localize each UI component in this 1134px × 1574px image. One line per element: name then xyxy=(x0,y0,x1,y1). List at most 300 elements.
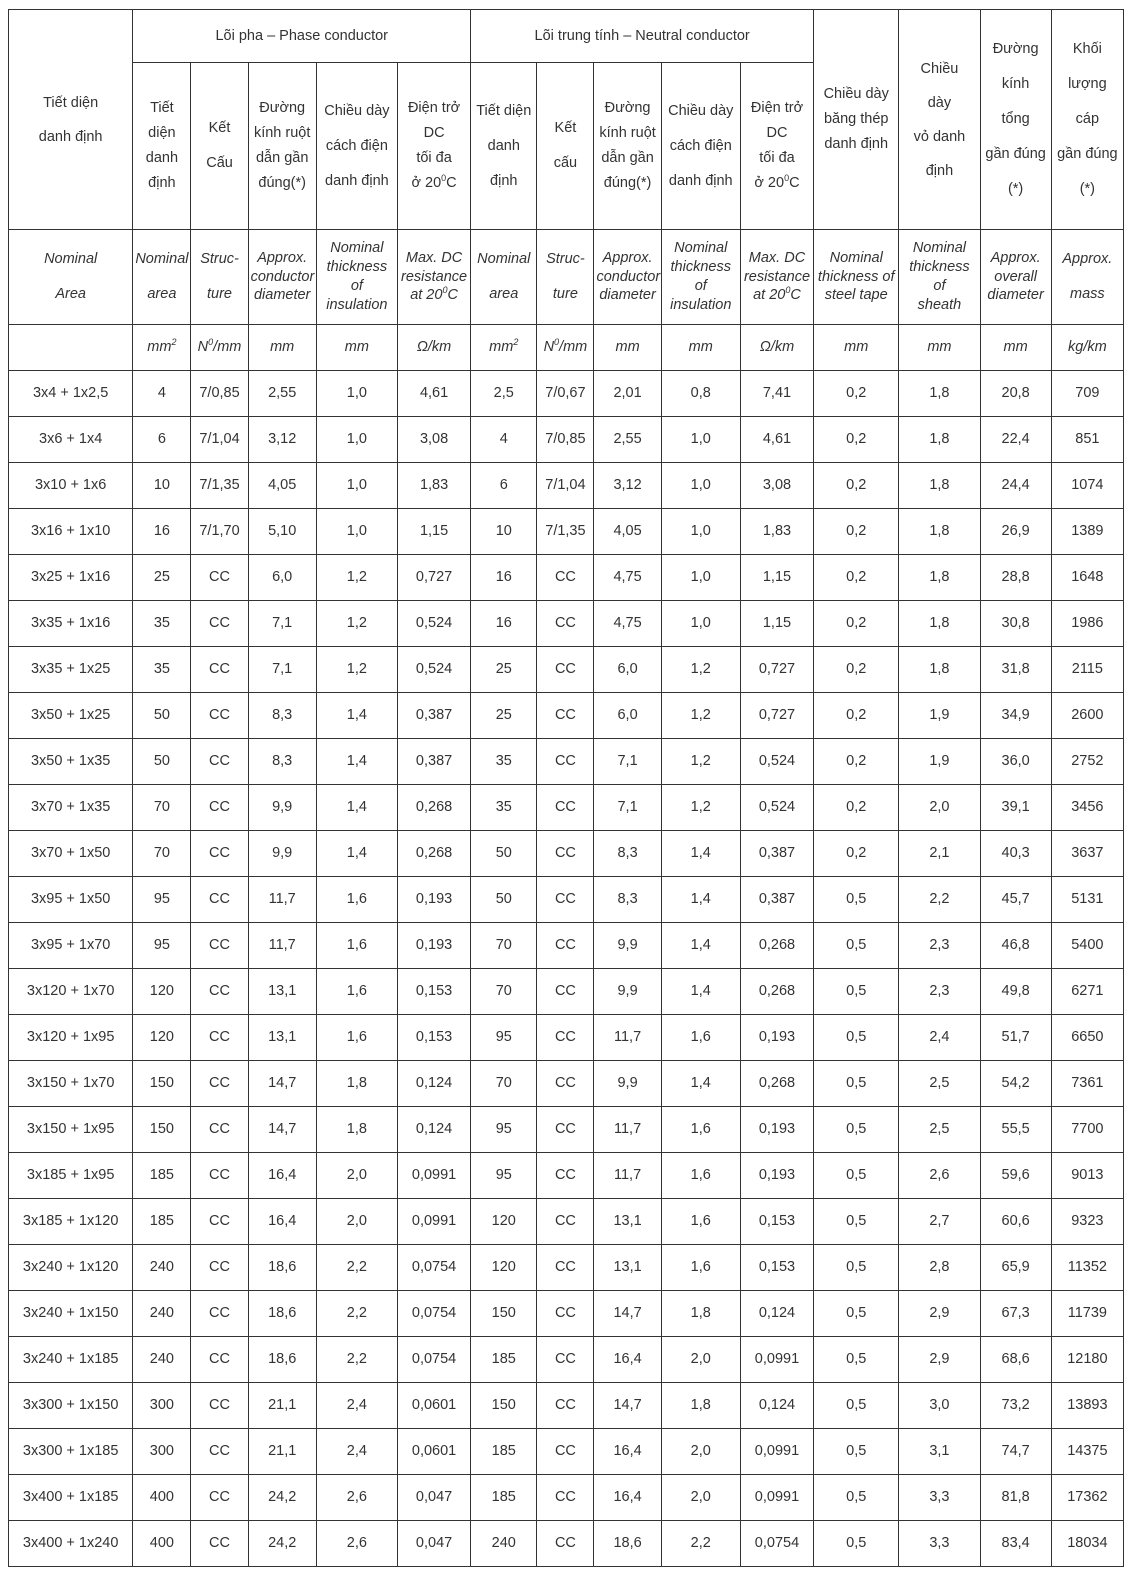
table-cell: 0,5 xyxy=(814,1199,899,1245)
table-cell: 11739 xyxy=(1051,1291,1123,1337)
table-row xyxy=(9,1107,1124,1153)
table-cell: 1,4 xyxy=(316,693,397,739)
table-cell: 185 xyxy=(133,1153,191,1199)
table-cell: 0,5 xyxy=(814,923,899,969)
table-cell: 7,1 xyxy=(594,739,661,785)
table-cell: 2115 xyxy=(1051,647,1123,693)
table-cell: 1,0 xyxy=(316,509,397,555)
table-cell: 1,6 xyxy=(661,1199,740,1245)
table-row xyxy=(9,601,1124,647)
english-header: Approx. conductor diameter xyxy=(594,230,661,325)
table-cell: 150 xyxy=(471,1383,537,1429)
table-cell: 11352 xyxy=(1051,1245,1123,1291)
table-cell: 0,047 xyxy=(397,1521,470,1567)
table-cell: 0,524 xyxy=(740,739,813,785)
cable-size-cell: 3x120 + 1x70 xyxy=(9,969,133,1015)
english-header: Max. DC resistance at $20^0C$ xyxy=(397,230,470,325)
cable-size-cell: 3x35 + 1x25 xyxy=(9,647,133,693)
table-cell: 240 xyxy=(471,1521,537,1567)
table-cell: 70 xyxy=(471,969,537,1015)
english-header: Nominal thickness of insulation xyxy=(661,230,740,325)
unit-cell: Ω/km xyxy=(740,325,813,371)
table-cell: 1,6 xyxy=(316,969,397,1015)
table-cell: 1,8 xyxy=(899,555,980,601)
table-cell: 2,2 xyxy=(316,1291,397,1337)
superscript-zero: 0 xyxy=(441,173,447,184)
table-cell: 31,8 xyxy=(980,647,1051,693)
table-cell: 0,2 xyxy=(814,831,899,877)
table-cell: 4,05 xyxy=(594,509,661,555)
table-row xyxy=(9,509,1124,555)
table-cell: CC xyxy=(191,1015,248,1061)
table-cell: 0,153 xyxy=(397,969,470,1015)
table-cell: 2,5 xyxy=(899,1107,980,1153)
table-cell: 6,0 xyxy=(594,647,661,693)
table-cell: 0,2 xyxy=(814,371,899,417)
table-cell: 39,1 xyxy=(980,785,1051,831)
table-cell: CC xyxy=(191,555,248,601)
table-cell: 68,6 xyxy=(980,1337,1051,1383)
table-cell: 7,1 xyxy=(594,785,661,831)
english-header: Max. DC resistance at $20^0C$ xyxy=(740,230,813,325)
table-cell: 3,12 xyxy=(248,417,316,463)
table-cell: 2,0 xyxy=(899,785,980,831)
table-cell: 185 xyxy=(471,1429,537,1475)
table-cell: 1,6 xyxy=(316,877,397,923)
table-cell: 16,4 xyxy=(594,1337,661,1383)
table-cell: 3,1 xyxy=(899,1429,980,1475)
table-cell: 1,2 xyxy=(661,785,740,831)
table-cell: 0,5 xyxy=(814,1107,899,1153)
steel-tape-vi-header: Chiều dày băng thép danh định xyxy=(814,10,899,230)
table-cell: 26,9 xyxy=(980,509,1051,555)
table-cell: 7/1,35 xyxy=(191,463,248,509)
table-cell: 0,387 xyxy=(397,693,470,739)
table-row xyxy=(9,1199,1124,1245)
table-cell: 2752 xyxy=(1051,739,1123,785)
table-cell: 0,5 xyxy=(814,1429,899,1475)
unit-cell: mm xyxy=(899,325,980,371)
cable-size-cell: 3x16 + 1x10 xyxy=(9,509,133,555)
table-cell: CC xyxy=(537,1429,594,1475)
table-cell: 11,7 xyxy=(594,1153,661,1199)
cable-size-cell: 3x6 + 1x4 xyxy=(9,417,133,463)
table-cell: 1,0 xyxy=(316,371,397,417)
table-cell: 3,08 xyxy=(740,463,813,509)
table-cell: 14,7 xyxy=(594,1291,661,1337)
table-cell: 0,2 xyxy=(814,417,899,463)
unit-cell: mm xyxy=(814,325,899,371)
table-cell: 25 xyxy=(471,647,537,693)
table-cell: 25 xyxy=(471,693,537,739)
table-cell: 9323 xyxy=(1051,1199,1123,1245)
table-cell: 0,268 xyxy=(740,969,813,1015)
table-cell: 35 xyxy=(471,739,537,785)
table-cell: CC xyxy=(537,785,594,831)
table-cell: 18,6 xyxy=(248,1337,316,1383)
table-cell: 14,7 xyxy=(594,1383,661,1429)
unit-cell: mm xyxy=(248,325,316,371)
table-cell: 1,8 xyxy=(661,1291,740,1337)
table-cell: CC xyxy=(537,1291,594,1337)
cable-size-cell: 3x185 + 1x120 xyxy=(9,1199,133,1245)
table-row xyxy=(9,1429,1124,1475)
phase-subheader-vi: Điện trở DC tối đa ở $20^0C$ xyxy=(397,63,470,230)
table-cell: 1,15 xyxy=(740,555,813,601)
table-cell: CC xyxy=(537,923,594,969)
table-cell: 1,8 xyxy=(316,1107,397,1153)
table-cell: CC xyxy=(537,877,594,923)
table-cell: 0,0991 xyxy=(740,1475,813,1521)
english-header: Nominal area xyxy=(471,230,537,325)
table-cell: 0,2 xyxy=(814,555,899,601)
table-cell: 28,8 xyxy=(980,555,1051,601)
table-cell: 2600 xyxy=(1051,693,1123,739)
table-cell: 21,1 xyxy=(248,1383,316,1429)
table-cell: 0,153 xyxy=(397,1015,470,1061)
table-cell: 60,6 xyxy=(980,1199,1051,1245)
table-cell: 8,3 xyxy=(248,693,316,739)
table-cell: 13,1 xyxy=(248,969,316,1015)
cable-size-cell: 3x10 + 1x6 xyxy=(9,463,133,509)
table-row xyxy=(9,1245,1124,1291)
phase-subheader-vi: Tiết diện danh định xyxy=(133,63,191,230)
table-cell: 300 xyxy=(133,1383,191,1429)
table-cell: 1986 xyxy=(1051,601,1123,647)
table-cell: 81,8 xyxy=(980,1475,1051,1521)
table-cell: CC xyxy=(537,1245,594,1291)
english-header: Approx. overall diameter xyxy=(980,230,1051,325)
table-cell: 7/0,85 xyxy=(191,371,248,417)
table-cell: 0,0754 xyxy=(397,1337,470,1383)
table-cell: 1,8 xyxy=(899,509,980,555)
english-header: Struc- ture xyxy=(537,230,594,325)
table-cell: 120 xyxy=(471,1199,537,1245)
table-cell: 2,6 xyxy=(316,1475,397,1521)
table-cell: 7/0,67 xyxy=(537,371,594,417)
table-cell: 150 xyxy=(471,1291,537,1337)
table-cell: CC xyxy=(191,1337,248,1383)
table-cell: 400 xyxy=(133,1521,191,1567)
table-cell: CC xyxy=(191,1061,248,1107)
table-cell: 70 xyxy=(471,923,537,969)
table-cell: 51,7 xyxy=(980,1015,1051,1061)
table-cell: 1,6 xyxy=(661,1107,740,1153)
table-cell: 0,727 xyxy=(740,647,813,693)
cable-size-cell: 3x300 + 1x150 xyxy=(9,1383,133,1429)
table-cell: 0,193 xyxy=(397,877,470,923)
table-cell: CC xyxy=(191,785,248,831)
cable-size-cell: 3x240 + 1x120 xyxy=(9,1245,133,1291)
table-cell: 36,0 xyxy=(980,739,1051,785)
mass-vi-header: Khối lượng cáp gần đúng (*) xyxy=(1051,10,1123,230)
table-cell: 67,3 xyxy=(980,1291,1051,1337)
table-cell: 300 xyxy=(133,1429,191,1475)
table-row xyxy=(9,1383,1124,1429)
table-cell: 1,4 xyxy=(661,1061,740,1107)
table-cell: 4,75 xyxy=(594,601,661,647)
table-cell: 1,15 xyxy=(397,509,470,555)
table-cell: 0,524 xyxy=(397,647,470,693)
table-row xyxy=(9,1337,1124,1383)
table-cell: 8,3 xyxy=(594,877,661,923)
table-cell: 34,9 xyxy=(980,693,1051,739)
table-cell: 14,7 xyxy=(248,1061,316,1107)
table-cell: CC xyxy=(191,1429,248,1475)
table-cell: 4,61 xyxy=(397,371,470,417)
table-cell: CC xyxy=(537,1383,594,1429)
table-cell: CC xyxy=(191,647,248,693)
table-cell: 45,7 xyxy=(980,877,1051,923)
table-cell: 185 xyxy=(471,1337,537,1383)
table-cell: 17362 xyxy=(1051,1475,1123,1521)
cable-size-cell: 3x185 + 1x95 xyxy=(9,1153,133,1199)
table-cell: 1,6 xyxy=(661,1153,740,1199)
table-cell: CC xyxy=(191,1245,248,1291)
table-cell: 2,6 xyxy=(316,1521,397,1567)
table-cell: 2,0 xyxy=(661,1337,740,1383)
table-cell: 0,268 xyxy=(397,785,470,831)
cable-size-cell: 3x400 + 1x185 xyxy=(9,1475,133,1521)
table-cell: 1,6 xyxy=(316,923,397,969)
table-row xyxy=(9,417,1124,463)
table-cell: 0,124 xyxy=(397,1107,470,1153)
superscript-two: 2 xyxy=(513,337,519,348)
table-cell: 2,2 xyxy=(316,1245,397,1291)
table-cell: 4,05 xyxy=(248,463,316,509)
table-cell: CC xyxy=(537,1107,594,1153)
table-cell: 16,4 xyxy=(594,1475,661,1521)
table-cell: 2,9 xyxy=(899,1291,980,1337)
table-row xyxy=(9,1291,1124,1337)
table-cell: 0,193 xyxy=(740,1153,813,1199)
table-cell: 50 xyxy=(133,693,191,739)
table-cell: 3,0 xyxy=(899,1383,980,1429)
table-cell: 7/1,04 xyxy=(191,417,248,463)
table-cell: 16 xyxy=(133,509,191,555)
table-cell: 6,0 xyxy=(248,555,316,601)
english-header: Nominal thickness of steel tape xyxy=(814,230,899,325)
table-cell: 1,6 xyxy=(661,1015,740,1061)
table-cell: 0,193 xyxy=(740,1107,813,1153)
unit-cell: mm xyxy=(980,325,1051,371)
cable-size-cell: 3x150 + 1x95 xyxy=(9,1107,133,1153)
table-cell: 70 xyxy=(133,785,191,831)
table-cell: CC xyxy=(537,831,594,877)
table-cell: 0,387 xyxy=(397,739,470,785)
table-cell: CC xyxy=(191,1383,248,1429)
table-cell: 0,2 xyxy=(814,785,899,831)
table-cell: 0,5 xyxy=(814,1337,899,1383)
table-cell: 0,0601 xyxy=(397,1429,470,1475)
table-cell: 0,524 xyxy=(740,785,813,831)
table-cell: CC xyxy=(537,1015,594,1061)
table-cell: 1,0 xyxy=(661,555,740,601)
table-cell: 14375 xyxy=(1051,1429,1123,1475)
table-cell: 95 xyxy=(471,1153,537,1199)
table-cell: 1,8 xyxy=(316,1061,397,1107)
neutral-subheader-vi: Đường kính ruột dẫn gần đúng(*) xyxy=(594,63,661,230)
table-cell: 2,0 xyxy=(661,1475,740,1521)
table-cell: 1,4 xyxy=(316,739,397,785)
table-cell: 1,2 xyxy=(316,555,397,601)
table-cell: CC xyxy=(537,601,594,647)
table-cell: 50 xyxy=(471,877,537,923)
table-row xyxy=(9,785,1124,831)
table-cell: 0,5 xyxy=(814,1015,899,1061)
table-cell: 240 xyxy=(133,1337,191,1383)
cable-size-cell: 3x70 + 1x35 xyxy=(9,785,133,831)
table-cell: 11,7 xyxy=(248,877,316,923)
nominal-area-vi-header: Tiết diện danh định xyxy=(9,10,133,230)
table-cell: 18034 xyxy=(1051,1521,1123,1567)
table-cell: 1,9 xyxy=(899,739,980,785)
table-cell: 1,4 xyxy=(661,831,740,877)
table-row xyxy=(9,371,1124,417)
table-cell: CC xyxy=(537,1199,594,1245)
table-cell: 95 xyxy=(133,877,191,923)
table-cell: 0,5 xyxy=(814,1291,899,1337)
table-cell: CC xyxy=(191,1291,248,1337)
cable-size-cell: 3x25 + 1x16 xyxy=(9,555,133,601)
table-cell: 0,5 xyxy=(814,1153,899,1199)
neutral-subheader-vi: Điện trở DC tối đa ở $20^0C$ xyxy=(740,63,813,230)
phase-subheader-vi: Chiều dày cách điện danh định xyxy=(316,63,397,230)
table-cell: CC xyxy=(191,1107,248,1153)
unit-cell: kg/km xyxy=(1051,325,1123,371)
table-cell: 7/0,85 xyxy=(537,417,594,463)
table-cell: 9,9 xyxy=(248,785,316,831)
table-cell: 2,01 xyxy=(594,371,661,417)
table-cell: 709 xyxy=(1051,371,1123,417)
table-cell: 1,8 xyxy=(899,463,980,509)
table-cell: 74,7 xyxy=(980,1429,1051,1475)
superscript-zero: 0 xyxy=(554,337,560,348)
neutral-subheader-vi: Kết cấu xyxy=(537,63,594,230)
table-cell: CC xyxy=(191,1475,248,1521)
table-cell: 16,4 xyxy=(594,1429,661,1475)
table-cell: 11,7 xyxy=(248,923,316,969)
table-cell: 1074 xyxy=(1051,463,1123,509)
table-cell: 6 xyxy=(471,463,537,509)
table-cell: 1,15 xyxy=(740,601,813,647)
table-cell: 2,0 xyxy=(316,1153,397,1199)
table-cell: 6,0 xyxy=(594,693,661,739)
table-cell: 0,5 xyxy=(814,877,899,923)
table-row xyxy=(9,923,1124,969)
table-cell: 0,8 xyxy=(661,371,740,417)
table-cell: 10 xyxy=(133,463,191,509)
table-cell: 16,4 xyxy=(248,1199,316,1245)
table-cell: 49,8 xyxy=(980,969,1051,1015)
english-header: Nominal thickness of sheath xyxy=(899,230,980,325)
table-cell: 1,0 xyxy=(661,463,740,509)
table-cell: CC xyxy=(537,1061,594,1107)
table-cell: 13,1 xyxy=(248,1015,316,1061)
table-row xyxy=(9,1475,1124,1521)
table-cell: 0,2 xyxy=(814,509,899,555)
neutral-conductor-group-header: Lõi trung tính – Neutral conductor xyxy=(471,10,814,63)
table-cell: 1,8 xyxy=(899,601,980,647)
table-cell: 24,4 xyxy=(980,463,1051,509)
cable-size-cell: 3x240 + 1x185 xyxy=(9,1337,133,1383)
table-cell: 9,9 xyxy=(594,923,661,969)
table-cell: 3,3 xyxy=(899,1475,980,1521)
table-cell: 20,8 xyxy=(980,371,1051,417)
table-cell: 5131 xyxy=(1051,877,1123,923)
table-cell: CC xyxy=(191,739,248,785)
table-cell: CC xyxy=(537,1153,594,1199)
table-row xyxy=(9,1015,1124,1061)
table-cell: 120 xyxy=(471,1245,537,1291)
table-row xyxy=(9,739,1124,785)
table-cell: 7,41 xyxy=(740,371,813,417)
unit-cell: $mm^2$ xyxy=(133,325,191,371)
table-cell: 2,2 xyxy=(661,1521,740,1567)
table-cell: 1,4 xyxy=(661,923,740,969)
table-row xyxy=(9,1061,1124,1107)
table-cell: 2,8 xyxy=(899,1245,980,1291)
table-cell: 0,2 xyxy=(814,647,899,693)
english-header: Approx. mass xyxy=(1051,230,1123,325)
table-cell: 24,2 xyxy=(248,1475,316,1521)
table-cell: 0,0991 xyxy=(397,1199,470,1245)
table-cell: 59,6 xyxy=(980,1153,1051,1199)
english-header: Nominal area xyxy=(133,230,191,325)
table-cell: 1389 xyxy=(1051,509,1123,555)
table-cell: 0,124 xyxy=(397,1061,470,1107)
table-cell: CC xyxy=(537,1521,594,1567)
table-cell: 0,5 xyxy=(814,969,899,1015)
table-cell: 1,2 xyxy=(661,739,740,785)
table-cell: 1,83 xyxy=(397,463,470,509)
table-row xyxy=(9,693,1124,739)
table-cell: 120 xyxy=(133,969,191,1015)
table-cell: 4 xyxy=(133,371,191,417)
cable-size-cell: 3x35 + 1x16 xyxy=(9,601,133,647)
table-cell: 0,5 xyxy=(814,1061,899,1107)
table-cell: 0,5 xyxy=(814,1383,899,1429)
table-cell: CC xyxy=(191,831,248,877)
table-cell: 54,2 xyxy=(980,1061,1051,1107)
table-cell: 73,2 xyxy=(980,1383,1051,1429)
table-cell: 24,2 xyxy=(248,1521,316,1567)
table-cell: 1,8 xyxy=(661,1383,740,1429)
cable-size-cell: 3x300 + 1x185 xyxy=(9,1429,133,1475)
cable-size-cell: 3x70 + 1x50 xyxy=(9,831,133,877)
table-cell: 70 xyxy=(471,1061,537,1107)
table-cell: 7/1,35 xyxy=(537,509,594,555)
table-cell: 13,1 xyxy=(594,1245,661,1291)
table-cell: 185 xyxy=(471,1475,537,1521)
neutral-subheader-vi: Tiết diện danh định xyxy=(471,63,537,230)
table-cell: 1,4 xyxy=(661,969,740,1015)
table-cell: 1,6 xyxy=(316,1015,397,1061)
table-cell: 0,5 xyxy=(814,1475,899,1521)
table-cell: 1,8 xyxy=(899,647,980,693)
table-cell: 18,6 xyxy=(248,1245,316,1291)
table-cell: 2,3 xyxy=(899,923,980,969)
table-row xyxy=(9,555,1124,601)
table-cell: 2,2 xyxy=(316,1337,397,1383)
table-cell: 1,8 xyxy=(899,417,980,463)
table-cell: 2,6 xyxy=(899,1153,980,1199)
table-cell: 9,9 xyxy=(594,969,661,1015)
table-cell: 400 xyxy=(133,1475,191,1521)
table-cell: 2,9 xyxy=(899,1337,980,1383)
table-cell: 0,727 xyxy=(740,693,813,739)
superscript-zero: 0 xyxy=(442,285,448,296)
